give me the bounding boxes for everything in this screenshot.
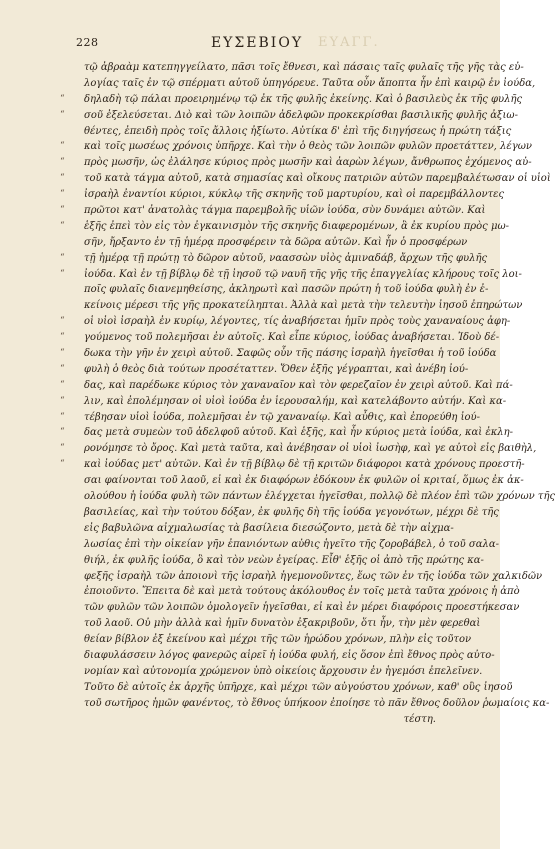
quotation-mark-icon: “ xyxy=(60,411,65,422)
text-line xyxy=(60,251,488,267)
line-text: πρὸς μωσῆν, ὡς ἐλάλησε κύριος πρὸς μωσῆν καὶ ἀαρὼν λέγων, ἄνθρωπος ἐχόμενος αὐ- xyxy=(84,157,532,169)
text-line xyxy=(74,298,523,314)
line-text: γούμενος τοῦ πολεμῆσαι ἐν αὐτοῖς. Καὶ εἶπε κύριος, ἰούδας ἀναβήσεται. Ἰδοὺ δέ- xyxy=(84,332,500,344)
quotation-mark-icon: “ xyxy=(60,443,65,454)
quotation-mark-icon: “ xyxy=(60,252,65,263)
line-text: εἰς βαβυλῶνα αἰχμαλωσίας τὰ βασίλεια διεσώζοντο, μετὰ δὲ τὴν αἰχμα- xyxy=(84,522,454,534)
line-text: σοῦ ἐξελεύσεται. Διὸ καὶ τῶν λοιπῶν ἀδελφῶν προκεκρίσθαι βασιλικῆς φυλῆς ἀξιω- xyxy=(84,109,518,121)
page-number: 228 xyxy=(76,36,99,49)
text-line xyxy=(60,314,511,330)
line-text: θέντες, ἐπειδὴ πρὸς τοῖς ἄλλοις ἠξίωτο. Αὐτίκα δ' ἐπὶ τῆς διηγήσεως ἡ πρώτη τάξις xyxy=(84,125,512,137)
text-line xyxy=(60,92,523,108)
line-text: οἱ υἱοὶ ἰσραὴλ ἐν κυρίῳ, λέγοντες, τίς ἀναβήσεται ἡμῖν πρὸς τοὺς χαναναίους ἀφη- xyxy=(84,316,511,328)
line-text: λογίας ταῖς ἐν τῷ σπέρματι αὐτοῦ ὑπηγόρευε. Ταῦτα οὖν ἄποπτα ἦν ἐπὶ καιρῷ ἐν ἰούδα, xyxy=(84,77,536,89)
quotation-mark-icon: “ xyxy=(60,189,65,200)
text-line xyxy=(74,124,512,140)
text-line xyxy=(60,108,518,124)
line-text: ἰσραὴλ ἐναντίοι κύριοι, κύκλῳ τῆς σκηνῆς τοῦ μαρτυρίου, καὶ οἱ παρεμβάλλοντες xyxy=(84,189,505,201)
text-line xyxy=(74,632,472,648)
text-line xyxy=(74,521,454,537)
text-line xyxy=(60,139,532,155)
text-line xyxy=(74,235,468,251)
line-text: λωσίας ἐπὶ τὴν οἰκείαν γῆν ἐπανιόντων αὐθις ἡγεῖτο τῆς ζοροβάβελ, ὁ τοῦ σαλα- xyxy=(84,538,499,550)
text-line xyxy=(60,187,505,203)
line-text: τῷ ἀβραὰμ κατεπηγγείλατο, πᾶσι τοῖς ἔθνεσι, καὶ πάσαις ταῖς φυλαῖς τῆς γῆς τὰς εὐ- xyxy=(84,62,524,73)
line-text: ἰούδα. Καὶ ἐν τῇ βίβλῳ δὲ τῇ ἰησοῦ τῷ ναυῆ τῆς γῆς τῆς ἐπαγγελίας κλήρους τοῖς λοι- xyxy=(84,268,522,280)
quotation-mark-icon: “ xyxy=(60,332,65,343)
line-text: ολούθου ἡ ἰούδα φυλὴ τῶν πάντων ἐλέγχεται ἡγεῖσθαι, πολλῷ δὲ πλέον ἐπὶ τῶν χρόνων τῆς xyxy=(84,491,555,503)
text-line xyxy=(60,171,551,187)
quotation-mark-icon: “ xyxy=(60,173,65,184)
text-line xyxy=(74,282,489,298)
text-line xyxy=(60,441,537,457)
quotation-mark-icon: “ xyxy=(60,141,65,152)
text-line xyxy=(60,203,486,219)
line-text: τοῦ σωτῆρος ἡμῶν φανέντος, τὸ ἔθνος ὑπήκοον ἐποίησε τὸ πᾶν ἔθνος δοῦλον ῥωμαίοις κα- xyxy=(84,697,550,709)
quotation-mark-icon: “ xyxy=(60,363,65,374)
line-text: τῶν φυλῶν τῶν λοιπῶν ὁμολογεῖν ἡγεῖσθαι, εἰ καὶ ἐν μέρει διαφόροις προεστήκεσαν xyxy=(84,602,520,614)
text-line xyxy=(74,473,524,489)
line-text: ρονόμησε τὸ ὄρος. Καὶ μετὰ ταῦτα, καὶ ἀνέβησαν οἱ υἱοὶ ἰωσὴφ, καὶ γε αὐτοὶ εἰς βαιθὴλ, xyxy=(84,443,537,455)
line-text: καὶ τοῖς μωσέως χρόνοις ὑπῆρχε. Καὶ τὴν ὁ θεὸς τῶν λοιπῶν φυλῶν προετάττεν, λέγων xyxy=(84,141,532,153)
quotation-mark-icon: “ xyxy=(60,459,65,470)
line-text: τῇ ἡμέρᾳ τῇ πρώτῃ τὸ δῶρον αὐτοῦ, ναασσὼν υἱὸς ἀμιναδάβ, ἄρχων τῆς φυλῆς xyxy=(84,252,488,264)
line-text: σαι φαίνονται τοῦ λαοῦ, εἰ καὶ ἐκ διαφόρων ἐδόκουν ἐκ φυλῶν οἱ κριταί, ὅμως ἐκ ἀκ- xyxy=(84,475,524,487)
quotation-mark-icon: “ xyxy=(60,316,65,327)
text-line xyxy=(74,680,513,696)
text-line xyxy=(74,537,499,553)
text-line xyxy=(74,712,446,728)
line-text: τέστη. xyxy=(403,713,436,725)
text-line xyxy=(60,346,497,362)
line-text: κείνοις μέρεσι τῆς γῆς προκατείληπται. Ἀλλὰ καὶ μετὰ τὴν τελευτὴν ἰησοῦ ἐπηρώτων xyxy=(84,300,523,312)
line-text: θιήλ, ἐκ φυλῆς ἰούδα, ὃ καὶ τὸν νεὼν ἐγείρας. Εἶθ' ἑξῆς οἱ ἀπὸ τῆς πρώτης κα- xyxy=(84,554,484,566)
line-text: λιν, καὶ ἐπολέμησαν οἱ υἱοὶ ἰούδα ἐν ἱερουσαλήμ, καὶ κατελάβοντο αὐτήν. Καὶ κα- xyxy=(84,395,507,407)
line-text: Τοῦτο δὲ αὐτοῖς ἐκ ἀρχῆς ὑπῆρχε, καὶ μέχρι τῶν αὐγούστου χρόνων, καθ' οὓς ἰησοῦ xyxy=(84,681,513,693)
quotation-mark-icon: “ xyxy=(60,220,65,231)
line-text: νομίαν καὶ αὐτονομία χρώμενον ὑπὸ οἰκείοις ἄρχουσιν ἐν ἡγεμόσι ἐπελεῖνεν. xyxy=(84,665,483,677)
text-line xyxy=(74,569,543,585)
text-line xyxy=(60,330,500,346)
line-text: ποῖς φυλαῖς διανεμηθείσης, ἀκληρωτὶ καὶ πασῶν πρώτη ἡ τοῦ ἰούδα φυλὴ ἐν ἐ- xyxy=(84,284,489,296)
text-line xyxy=(60,457,525,473)
text-line xyxy=(60,267,522,283)
line-text: ἑξῆς ἐπεὶ τὸν εἰς τὸν ἐγκαινισμὸν τῆς σκηνῆς διαφερομένων, ἃ ἐκ κυρίου πρὸς μω- xyxy=(84,220,509,232)
line-text: δωκα τὴν γῆν ἐν χειρὶ αὐτοῦ. Σαφῶς οὖν τῆς πάσης ἰσραὴλ ἡγεῖσθαι ἡ τοῦ ἰούδα xyxy=(84,348,497,360)
quotation-mark-icon: “ xyxy=(60,395,65,406)
line-text: καὶ ἰούδας μετ' αὐτῶν. Καὶ ἐν τῇ βίβλῳ δὲ τῇ κριτῶν διάφοροι κατὰ χρόνους προεστῆ- xyxy=(84,459,525,471)
line-text: ἐποιοῦντο. Ἔπειτα δὲ καὶ μετὰ τούτους ἀκόλουθος ἐν τοῖς μετὰ ταῦτα χρόνοις ἡ ἀπὸ xyxy=(84,586,520,598)
text-line xyxy=(74,600,520,616)
text-line xyxy=(74,584,520,600)
line-text: τέβησαν υἱοὶ ἰούδα, πολεμῆσαι ἐν τῷ χαναναίῳ. Καὶ αὖθις, καὶ ἐπορεύθη ἰού- xyxy=(84,411,480,423)
quotation-mark-icon: “ xyxy=(60,427,65,438)
text-line xyxy=(60,394,507,410)
line-text: δας, καὶ παρέδωκε κύριος τὸν χαναναῖον καὶ τὸν φερεζαῖον ἐν χειρὶ αὐτοῦ. Καὶ πά- xyxy=(84,379,513,391)
line-text: φεξῆς ἰσραὴλ τῶν ἀποιονὶ τῆς ἰσραὴλ ἡγεμονοῦντες, ἕως τῶν ἐν τῆς ἰούδα τῶν χαλκιδῶν xyxy=(84,570,543,582)
line-text: θείαν βίβλον ἐξ ἐκείνου καὶ μέχρι τῆς τῶν ἡρώδου χρόνων, πλὴν εἰς τοῦτον xyxy=(84,634,472,646)
line-text: διαφυλάσσειν λόγος φανερῶς αἱρεῖ ἡ ἰούδα φυλή, εἰς ὅσον ἐπὶ ἔθνος πρὸς αὐτο- xyxy=(84,649,495,661)
text-line xyxy=(74,616,481,632)
quotation-mark-icon: “ xyxy=(60,157,65,168)
text-line xyxy=(60,425,514,441)
quotation-mark-icon: “ xyxy=(60,379,65,390)
quotation-mark-icon: “ xyxy=(60,268,65,279)
text-line xyxy=(74,60,524,76)
text-line xyxy=(74,696,550,712)
line-text: τοῦ λαοῦ. Οὐ μὴν ἀλλὰ καὶ ἡμῖν δυνατὸν ἐξακριβοῦν, ὅτι ἦν, τὴν μὲν φερεθαὶ xyxy=(84,618,481,630)
line-text: δας μετὰ συμεὼν τοῦ ἀδελφοῦ αὐτοῦ. Καὶ ἑξῆς, καὶ ἦν κύριος μετὰ ἰούδα, καὶ ἐκλη- xyxy=(84,427,514,439)
quotation-mark-icon: “ xyxy=(60,205,65,216)
text-line xyxy=(60,219,509,235)
line-text: πρῶτοι κατ' ἀνατολὰς τάγμα παρεμβολῆς υἱῶν ἰούδα, σὺν δυνάμει αὐτῶν. Καὶ xyxy=(84,205,486,217)
line-text: τοῦ κατὰ τάγμα αὐτοῦ, κατὰ σημασίας καὶ οἴκους πατριῶν αὐτῶν παρεμβαλέτωσαν οἱ υἱοὶ xyxy=(84,173,551,185)
text-line xyxy=(74,505,499,521)
running-head: ΕΥΣΕΒΙΟΥ xyxy=(210,35,304,51)
bleed-through-text: ΕΥΑΓΓ. xyxy=(318,35,380,50)
line-text: φυλὴ ὁ θεὸς διὰ τούτων προσέταττεν. Ὅθεν ἑξῆς γέγραπται, καὶ ἀνέβη ἰού- xyxy=(84,363,469,375)
quotation-mark-icon: “ xyxy=(60,348,65,359)
line-text: σῆν, ἤρξαντο ἐν τῇ ἡμέρᾳ προσφέρειν τὰ δῶρα αὐτῶν. Καὶ ἦν ὁ προσφέρων xyxy=(84,236,468,248)
text-line xyxy=(74,76,536,92)
line-text: δηλαδὴ τῷ πάλαι προειρημένῳ τῷ ἐκ τῆς φυλῆς ἐκείνης. Καὶ ὁ βασιλεὺς ἐκ τῆς φυλῆς xyxy=(84,93,523,105)
text-line xyxy=(60,378,513,394)
text-line xyxy=(74,553,484,569)
text-line xyxy=(74,664,483,680)
text-line xyxy=(60,155,532,171)
quotation-mark-icon: “ xyxy=(60,93,65,104)
text-line xyxy=(60,410,480,426)
quotation-mark-icon: “ xyxy=(60,109,65,120)
text-line xyxy=(60,362,469,378)
text-line xyxy=(74,489,555,505)
line-text: βασιλείας, καὶ τὴν τούτου δόξαν, ἐκ φυλῆς δὴ τῆς ἰούδα γεγονότων, μέχρι δὲ τῆς xyxy=(84,506,499,518)
body-text xyxy=(60,60,555,727)
text-line xyxy=(74,648,495,664)
page-header xyxy=(76,36,438,54)
